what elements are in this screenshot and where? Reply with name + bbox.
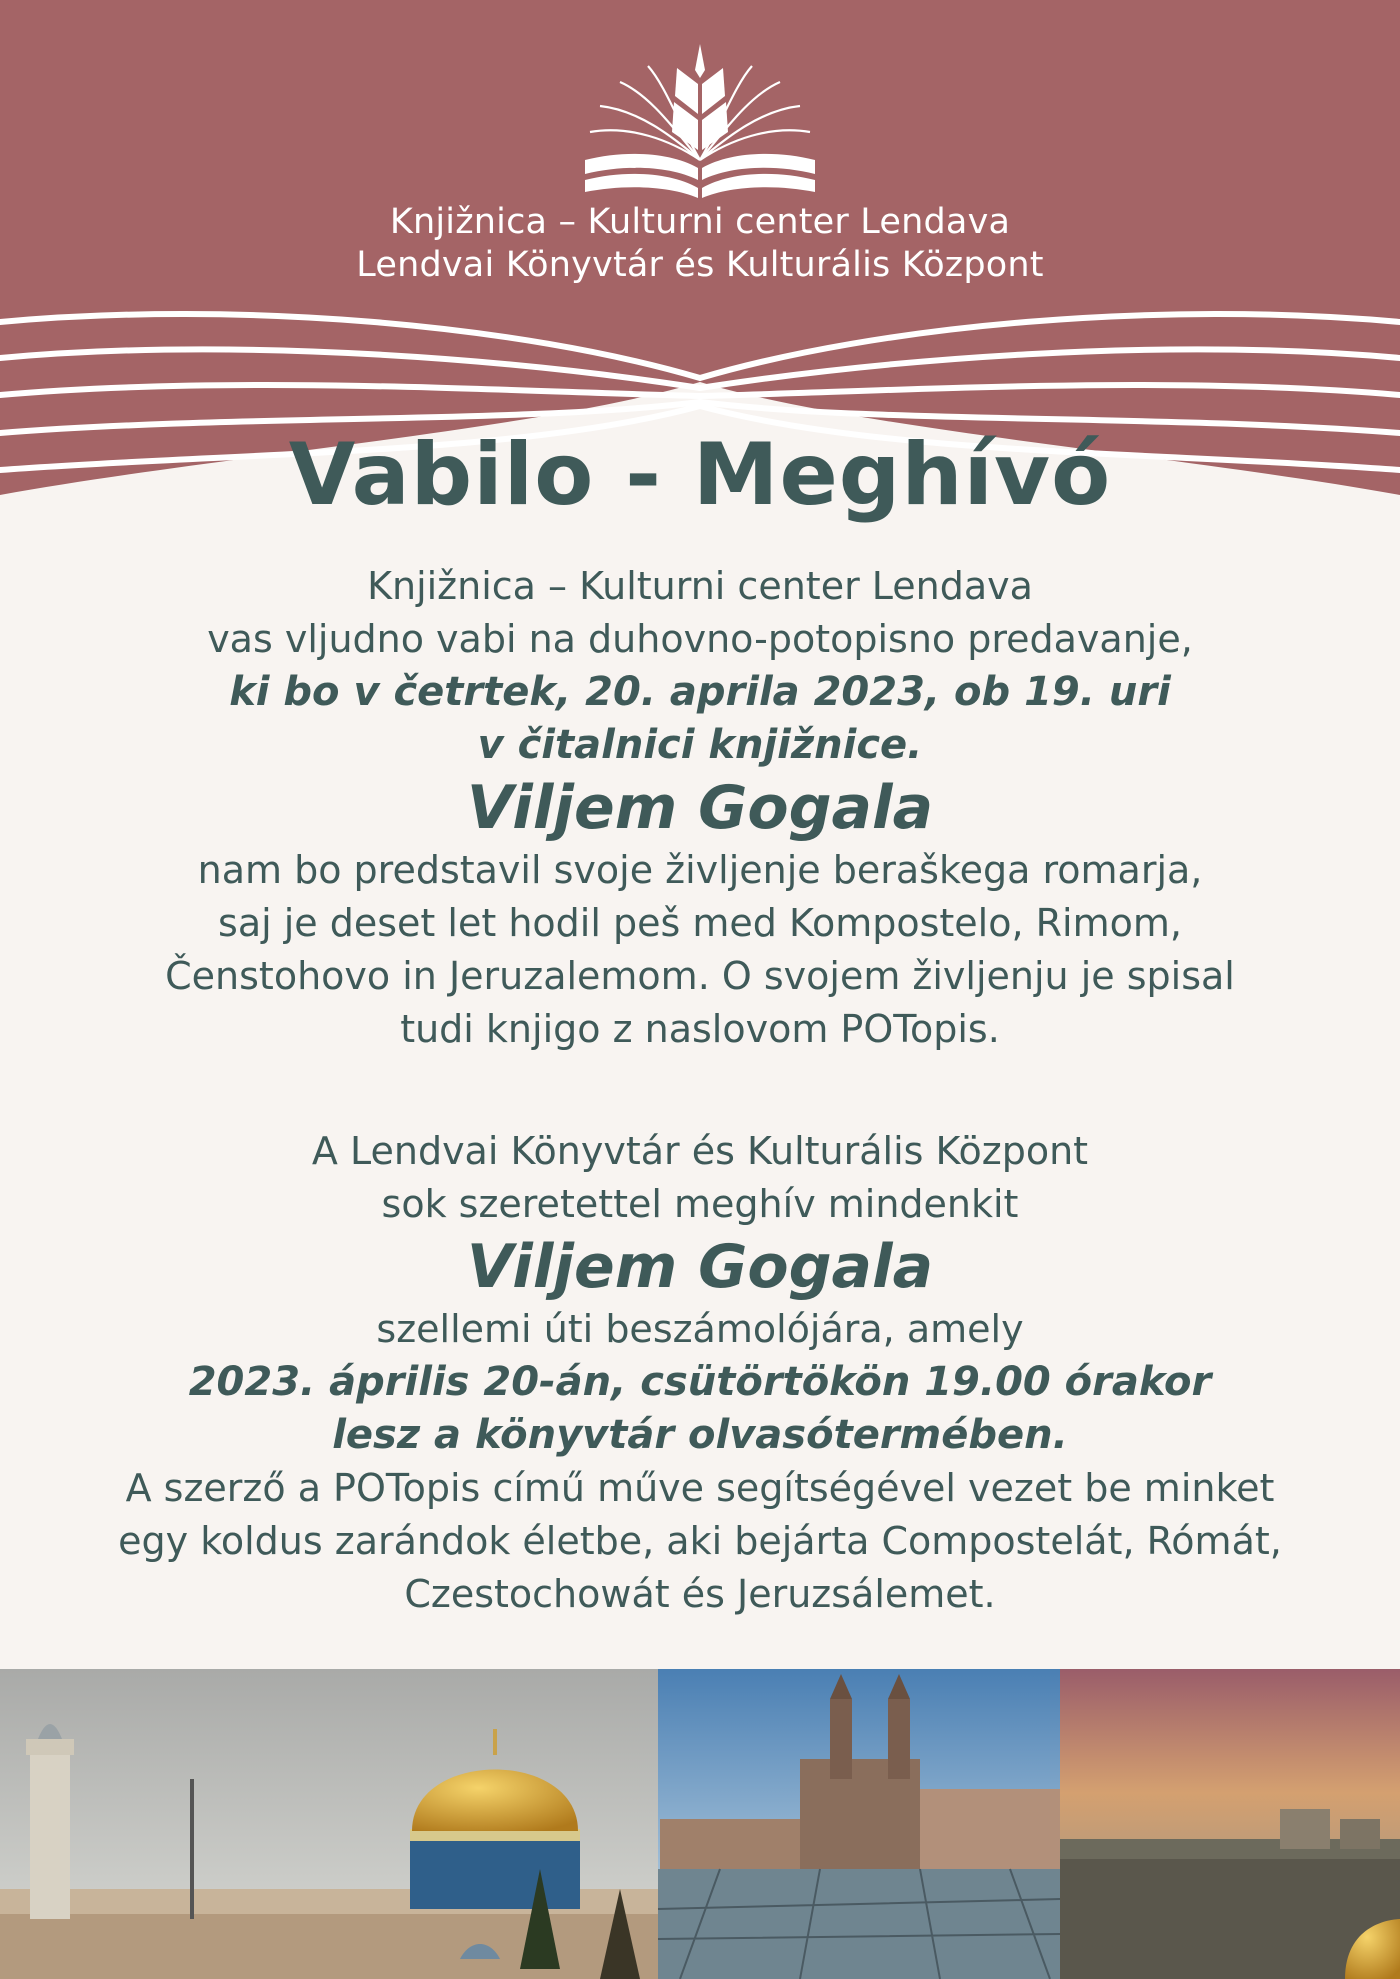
speaker-name-slovene: Viljem Gogala <box>466 773 934 843</box>
photo-strip <box>0 1669 1400 1979</box>
hungarian-date: 2023. április 20-án, csütörtökön 19.00 órakor <box>188 1359 1212 1405</box>
hungarian-line-1: A Lendvai Könyvtár és Kulturális Központ <box>311 1129 1089 1173</box>
hungarian-venue: lesz a könyvtár olvasótermében. <box>332 1412 1068 1458</box>
slovene-line-8: tudi knjigo z naslovom POTopis. <box>400 1007 1000 1051</box>
jerusalem-dome-photo <box>0 1669 658 1979</box>
speaker-name-hungarian: Viljem Gogala <box>466 1232 934 1302</box>
organization-name-slovene: Knjižnica – Kulturni center Lendava <box>389 202 1011 242</box>
hungarian-invitation <box>0 1125 1400 1621</box>
slovene-line-2: vas vljudno vabi na duhovno-potopisno predavanje, <box>207 617 1193 661</box>
invitation-title: Vabilo - Meghívó <box>288 425 1112 525</box>
hungarian-line-6: A szerző a POTopis című műve segítségével vezet be minket <box>125 1466 1275 1510</box>
slovene-venue: v čitalnici knjižnice. <box>477 722 923 768</box>
city-sunset-photo <box>1060 1669 1400 1979</box>
hungarian-line-2: sok szeretettel meghív mindenkit <box>381 1182 1019 1226</box>
hungarian-line-8: Czestochowát és Jeruzsálemet. <box>404 1572 996 1616</box>
slovene-line-5: nam bo predstavil svoje življenje beraškega romarja, <box>197 848 1203 892</box>
hungarian-line-3: szellemi úti beszámolójára, amely <box>376 1307 1024 1351</box>
slovene-line-1: Knjižnica – Kulturni center Lendava <box>367 564 1033 608</box>
slovene-line-6: saj je deset let hodil peš med Kompostelo, Rimom, <box>218 901 1182 945</box>
slovene-invitation <box>0 560 1400 1056</box>
slovene-line-7: Čenstohovo in Jeruzalemom. O svojem življenju je spisal <box>165 954 1235 998</box>
book-wheat-logo-icon <box>580 40 820 205</box>
slovene-date: ki bo v četrtek, 20. aprila 2023, ob 19. uri <box>229 669 1171 715</box>
santiago-cathedral-photo <box>658 1669 1060 1979</box>
hungarian-line-7: egy koldus zarándok életbe, aki bejárta Compostelát, Rómát, <box>118 1519 1282 1563</box>
organization-name-hungarian: Lendvai Könyvtár és Kulturális Központ <box>356 245 1044 285</box>
